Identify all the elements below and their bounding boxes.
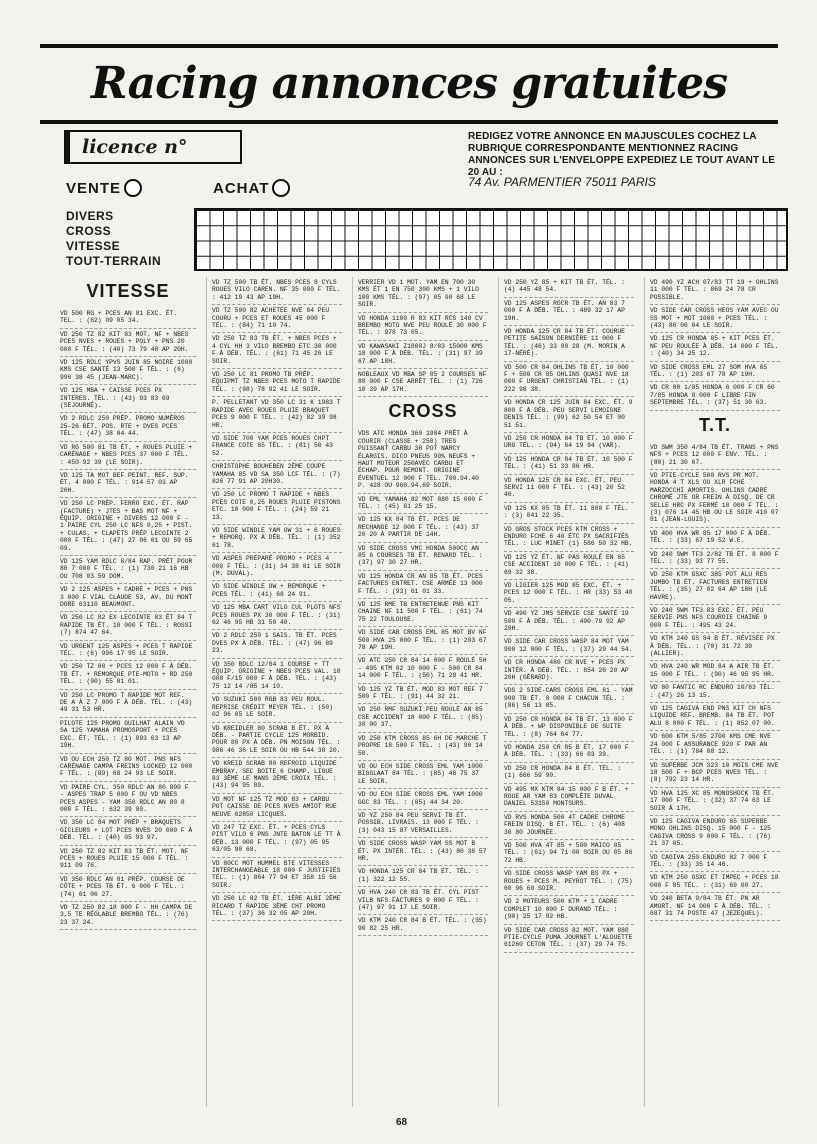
page-number: 68: [396, 1117, 408, 1128]
classified-ad: VD CAGIVA 250 ENDURO 82 7 000 F TÉL. : (33) 35 14 46.: [650, 852, 780, 873]
column-4: [498, 277, 634, 1107]
classified-ad: VD HONDA 125 CR 84 EXC. ÉT. PEU SERVI 11 000 F TÉL. : (43) 20 52 46.: [504, 475, 634, 503]
classified-ad: VD 250 LC PRÉP. FERRO EXC. ÉT. RAP (FACTURE) + JTES + BAS MOT NF + ÉQUIP. ORIGINE + DIVERS 12 000 F - 1 PAIRE CYL 250 LC NFS 0,25 + PIST. + CULAS. + CLAPETS PRÉP LECOINTE 2 000 F TÉL. : (47) 27 06 01 OU 59 65 09.: [60, 498, 196, 556]
classified-ad: VD 125 YAM RDLC 8/84 RAP. PRÉT POUR 86 7 000 F TÉL. : (1) 730 21 16 HB OU 708 03 59 DOM.: [60, 556, 196, 584]
classified-ad: VD 247 TZ EXC. ÉT. + PCES CYLS PIST VILO 6 PNS JNTE BATON LE TT À DÉB. 13 000 F TÉL. : (97) 05 95 63/05 90 68.: [212, 822, 342, 858]
classified-ad: VD 250 LC PROMO T RAPIDE + NBES PCES COTE 0,25 ROUES PLUIE PISTONS ETC. 10 000 F TÉL. : (24) 59 21 13.: [212, 489, 342, 525]
category-vitesse[interactable]: VITESSE: [66, 239, 121, 253]
classified-ad: VD OU ECH SIDE CROSS EML YAM 1000 BIGGLAAT 84 TÉL. : (85) 48 75 37 LE SOIR.: [358, 761, 488, 789]
classified-ad: VD 125 KX 84 TB ÉT. PCES DE RECHANGE 12 000 F TÉL. : (43) 37 20 20 À PARTIR DE 14H.: [358, 514, 488, 542]
classified-ad: VDS ATC HONDA 360 1984 PRÊT À COURIR (CLASSE + 250) TRES PUISSANT CARBU 38 POT NARCY ÉLARGIS. DICO PNEUS 90% NEUFS + HAUT MOTEUR 250AVEC CARBU ET ÉCHAP. POUR REMONT. ORIGINE ÉVENTUEL 12 000 F TÉL. 700.94.40 P. 428 OU 960.94.69 SOIR.: [358, 428, 488, 493]
achat-checkbox[interactable]: [213, 179, 290, 197]
classified-ad: VD 250 RMF SUZUKI PEU ROULÉ AN 85 CSE ACCIDENT 18 000 F TÉL. : (85) 30 00 37.: [358, 704, 488, 732]
section-title-tt: T.T.: [698, 414, 731, 435]
ad-entry-grid[interactable]: [194, 208, 788, 271]
classified-ad: VD 250 LC 82 TB ÉT. 1ÈRE ALBI 2ÈME RICARD T RAPIDE 3ÈME CHT PROMO TÉL. : (37) 36 32 05 AP 20H.: [212, 893, 342, 921]
classified-ad: VD HONDA CR 125 JUIN 84 EXC. ÉT. 9 800 F À DÉB. PEU SERVI LEMOIGNE DENIS TÉL. : (99) 62 50 54 ET 00 51 51.: [504, 397, 634, 433]
classified-ad: VD 250 LC PROMO T RAPIDE MOT REF. DE A À Z 7 000 F À DÉB. TÉL. : (43) 49 31 53 HR.: [60, 690, 196, 718]
classified-ad: VD YZ 250 84 PEU SERVI TB ÉT. POSSIB. LIVRAIS. 13 000 F TÉL. : (3) 043 15 87 VERSAILLES.: [358, 810, 488, 838]
classified-ad: VD 2 RDLC 250 1 SAIS. TB ÉT. PCES DVES PX À DÉB. TÉL. : (47) 96 89 23.: [212, 630, 342, 658]
vente-checkbox[interactable]: [66, 179, 142, 197]
section-title-cross: CROSS: [388, 401, 458, 422]
classified-ad: VD 125 YZ ÉT. NF PAS ROULÉ EN 85 CSE ACCIDENT 10 000 F TÉL. : (41) 69 32 38.: [504, 552, 634, 580]
classified-ad: VD KTM 240 CR 84 B ÉT. TÉL. : (35) 90 82 25 HR.: [358, 915, 488, 936]
classified-ad: VD 125 ASPES RGCR TB ÉT. AN 83 7 000 F À DÉB. TÉL. : 489 32 17 AP 19H.: [504, 298, 634, 326]
classified-ad: VD 240 SWM TF3 83 EXC. ÉT. PEU SERVIE PNS NFS COUROIE CHAINE 9 000 F TÉL. : 495 43 24.: [650, 605, 780, 633]
instructions-text: REDIGEZ VOTRE ANNONCE EN MAJUSCULES COCHEZ LA RUBRIQUE CORRESPONDANTE MENTIONNEZ RACING ANNONCES SUR L'ENVELOPPE EXPEDIEZ LE TOUT AVANT LE 20 AU :: [468, 131, 776, 178]
classified-ad: VD 125 HONDA CR AN 85 TB ÉT. PCES FACTURES ENTRET. CSE ARMÉE 13 000 F TÉL. : (93) 61 01 33.: [358, 571, 488, 599]
classified-ad: VD SWM 350 4/84 TB ÉT. TRANS + PNS NFS + PCES 12 000 F ENV. TÉL. : (80) 21 30 67.: [650, 442, 780, 470]
classified-ad: VERRIER VD 1 MOT. YAM EN 700 30 KMS ÉT 1 EN 750 300 KMS + 1 VILO 100 KMS TÉL. : (97) 05 90 68 LE SOIR.: [358, 277, 488, 313]
classified-ad: VD HONDA 125 CR 84 TB ÉT. COURUE PETITE SAISON DERNIÈRE 11 000 F TÉL. : (46) 33 00 28 (M. MORIN A 17-NÉRÉ).: [504, 326, 634, 362]
column-2: [206, 277, 342, 1107]
classified-ad: VD 400 HVA WR 85 17 000 F À DÉB. TÉL. : (33) 67 19 52 W.E.: [650, 528, 780, 549]
classified-ad: VD KTM 240 GS 84 B ÉT. RÉVISÉE PX À DÉB. TÉL. : (70) 31 72 39 (ALLIER).: [650, 633, 780, 661]
classified-ad: VD 250 CR HONDA 84 TB ÉT. 10 000 F URG TÉL. : (94) 64 19 94 (VAR).: [504, 433, 634, 454]
classified-ad: VD PTIE-CYCLE 500 RVS PR MOT. HONDA 4 T XLS OU XLR FCHE MARZOCCHI AMORTIS. OHLINS CADRE CHROMÉ JTE OR FREIN À DISQ. DE CR SELLE HRC PX FERMÉ 10 000 F TÉL. : (3) 076 14 45 HB OU LE SOIR 410 07 81 (JEAN-LOUIS).: [650, 470, 780, 528]
classified-ad: VD 250 LC 82 EX LECOINTE 83 ÉT 84 T RAPIDE TB ÉT. 10 000 F TÉL. : ROSSI (7) 874 47 64.: [60, 612, 196, 640]
classified-ad: VD KAWASAKI Z1000J 8/83 15000 KMS 18 000 F À DÉB. TÉL. : (31) 97 39 67 AP 18H.: [358, 341, 488, 369]
header-title: Racing annonces gratuites: [91, 58, 727, 109]
category-tout-terrain[interactable]: TOUT-TERRAIN: [66, 254, 162, 268]
classified-ad: VD HONDA 250 CR 85 B ÉT. 17 000 F À DÉB. TÉL. : (33) 66 03 39.: [504, 742, 634, 763]
classified-ad: VD 125 HONDA CR 84 TB ÉT. 10 500 F TÉL. : (41) 51 33 86 HR.: [504, 454, 634, 475]
classified-ad: VD 250 TZ 80 + PCES 12 000 F À DÉB. TB ÉT. + REMORQUE PTE-MOTO + RD 250 TÉL. : (90) 55 81 01.: [60, 661, 196, 689]
classified-ad: VD 500 RG + PCES AN 81 EXC. ÉT. TEL. : (62) 09 05 34.: [60, 308, 196, 329]
classified-ad: VD SIDE CAR CROSS EML 85 MOT BV NF 500 HVA 25 000 F TÉL. : (1) 203 67 78 AP 19H.: [358, 627, 488, 655]
classified-ad: VD 125 CAGIVA ENDURO 85 SUPERBE MONO OHLINS DISQ. 15 000 F - 125 CAGIVA CROSS 9 000 F TÉL. : (76) 21 37 05.: [650, 816, 780, 852]
classified-ad: VD HVA 240 CR 83 TB ÉT. CYL PIST VILB NFS FACTURES 9 800 F TÉL. : (47) 97 91 17 LE SOIR.: [358, 887, 488, 915]
classified-ad: VD SUPERBE JCM 323 10 MOIS CME NVE 18 500 F + BCP PCES NVES TÉL. : (8) 792 23 14 HR.: [650, 760, 780, 788]
classified-ad: VD 125 RDLC YPVS JUIN 85 NOIRE 1000 KMS CSE SANTÉ 13 500 F TÉL. : (6) 996 38 45 (JEAN-MARC).: [60, 357, 196, 385]
classified-ad: VD TZ 250 82 18 000 F - HH CAMPA DE 3,5 TE RÉGLABLE BREMBO TÉL. : (76) 23 37 24.: [60, 902, 196, 930]
classified-ad: VD KREID SCRAB 80 REFROID LIQUIDE EMBRAY. SEC BOITE 6 CHAMP. LIGUE 83 3ÈME LE MANS 2ÈME CROIX TÉL. : (43) 94 95 89.: [212, 758, 342, 794]
classified-ad: VD 125 CR HONDA 85 + KIT PCES ÉT. NF PEU ROULÉE À DÉB. 14 000 F TÉL. : (40) 34 25 12.: [650, 333, 780, 361]
classified-ad: VD 495 MX KTM 84 15 000 F B ÉT. + ROUE AR YAM 83 COMPLÈTE DUVAL DANIEL 53150 MONTSURS.: [504, 784, 634, 812]
classified-ad: VD SIDE CAR CROSS WASP 84 MOT YAM 900 12 000 F TÉL. : (37) 29 44 54.: [504, 636, 634, 657]
classified-ad: VD MOT NF 125 TZ MOD 83 + CARBU POT CAISSE DE PCES NVES AMIOT RUE NEUVE 62850 LICQUES.: [212, 794, 342, 822]
classified-ad: VD 490 YZ JMS SERVIE CSE SANTÉ 19 500 F À DÉB. TÉL. : 490 79 92 AP 20H.: [504, 608, 634, 636]
classified-ad: VD GROS STOCK PCES KTM CROSS + ENDURO FCHE 6 40 ÉTC PX SACRIFIÉS TÉL. : LUC MINET (1) 586 50 32 HB.: [504, 524, 634, 552]
classified-ad: VD LIGIER 125 MOD 85 EXC. ÉT. + PCES 12 000 F TÉL. : HR (33) 53 40 05.: [504, 580, 634, 608]
classified-ad: VD SIDE 700 YAM PCES ROUES CHPT FRANCE COTE 85 TÉL. : (81) 50 43 52.: [212, 433, 342, 461]
classifieds-columns: [60, 277, 790, 1107]
classified-ad: VD HONDA 1100 R 83 KIT RCS 140 CV BREMBO MOTO NVE PEU ROULÉ 30 000 F TÉL. : 978 73 05.: [358, 313, 488, 341]
classified-ad: VD 350 RDLC 12/84 1 COURSE + TT ÉQUIP. ORIGINE + NBES PCES VAL. 10 000 F/15 000 F À DÉB. TÉL. : (43) 75 12 14 /85 14 10.: [212, 659, 342, 695]
achat-label: ACHAT: [213, 179, 270, 197]
classified-ad: VD 250 CR HONDA 84 TB ÉT. 13 000 F À DÉB. + WP DISPONIBLE DE SUITE TÉL. : (8) 764 64 77.: [504, 714, 634, 742]
classified-ad: VD 250 LC 81 PROMO TB PRÉP. ÉQUIPMT TZ NBES PCES MOTO T RAPIDE TÉL. : (98) 78 92 41 LE SOIR.: [212, 369, 342, 397]
classified-ad: VD 125 TA MOT BEF PEINT. REF. SUP. ÉT. 4 000 F TÉL. : 914 57 03 AP 20H.: [60, 470, 196, 498]
classified-ad: VD TZ 500 TB ÉT. NBES PCES 8 CYLS ROUES VILO CAREN. NF 35 000 F TÉL. : 412 19 43 AP 19H.: [212, 277, 342, 305]
classified-ad: VD 80CC MOT HUMMEL BTE VITESSES INTERCHANGEABLE 18 000 F JUSTIFIÉS TÉL. : (1) 864 77 94 ET 358 15 56 SOIR.: [212, 858, 342, 894]
classified-ad: VD SIDE CAR CROSS 82 MOT. YAM 880 PTIE-CYCLE PUMA JOURNET L'ALOUETTE 61260 CETON TÉL. : (37) 29 74 75.: [504, 925, 634, 953]
classified-ad: VD EML YAMAHA 82 MOT 880 15 000 F TÉL. : (45) 61 25 15.: [358, 494, 488, 515]
classified-ad: VD 490 YZ ACH 07/83 TT 19 + OHLINS 11 000 F TÉL. : 869 24 78 CR POSSIBLE.: [650, 277, 780, 305]
achat-circle[interactable]: [272, 179, 290, 197]
classified-ad: VD OU ECH SIDE CROSS EML YAM 1000 GGC 83 TÉL. : (85) 44 34 20.: [358, 789, 488, 810]
classified-ad: VD ATC 250 CR 84 14 000 F ROULÉ 5H - 495 KTM 82 10 000 F - 500 CR 84 14 000 F TÉL. : (50) 71 28 41 HR.: [358, 655, 488, 683]
classified-ad: VD URGENT 125 ASPES + PCES T RAPIDE TÉL. : (6) 996 17 95 LE SOIR.: [60, 641, 196, 662]
classified-ad: VDS 2 SIDE-CARS CROSS EML 81 - YAM 900 TB ÉT. 8 000 F CHACUN TÉL. : (86) 56 13 85.: [504, 685, 634, 713]
classified-ad: VD 350 RDLC AN 81 PRÉP. COURSE DE CÔTE + PCES TB ÉT. 6 000 F TÉL. : (74) 61 06 27.: [60, 874, 196, 902]
classified-ad: VD RG 500 81 TB ÉT. + ROUES PLUIE + CARÉNAGE + NBES PCES 37 000 F TÉL. : 450 92 39 (LE SOIR).: [60, 442, 196, 470]
column-5: [644, 277, 780, 1107]
classified-ad: VD 250 KTM GSXC 385 POT ALU RES JUMBO TB ÉT. FACTURES ENTRETIEN TÉL. : (35) 27 02 64 AP 18H (LE HAVRE).: [650, 569, 780, 605]
classified-ad: VD SIDE CROSS WASP YAM SS MOT B ÉT. PX INTÉR. TÉL. : (43) 80 38 57 HR.: [358, 838, 488, 866]
classified-ad: VD CR HONDA 480 CR NVE + PCES PX INTÉR. À DÉB. TÉL. : 654 26 20 AP 20H (GÉRARD).: [504, 657, 634, 685]
classified-ad: VD 125 YZ TB ÉT. MOD 83 MOT REF 7 500 F TÉL. : (91) 44 32 21.: [358, 684, 488, 705]
classified-ad: VD PAIRE CYL. 350 RDLC AN 80 800 F - ASPES TRAP 5 000 F OU VD NBES PCES ASPES - YAM 350 RDLC AN 80 8 000 F TÉL. : 632 39 80.: [60, 782, 196, 818]
classified-ad: VD 250 CR HONDA 84 B ÉT. TÉL. : (1) 666 59 90.: [504, 763, 634, 784]
classified-ad: VD 240 BETA 9/84 TB ÉT. PN AR AMORT. NF 14 000 F À DÉB. TÉL. : 687 31 74 POSTE 47 (JEZEQUEL).: [650, 893, 780, 921]
classified-ad: VD SIDE CAR CROSS HEOS YAM AVEC OU SS MOT + MOT 1000 + PCES TÉL. : (43) 86 06 04 LE SOIR.: [650, 305, 780, 333]
classified-ad: NOBLEAUX VD MBA SP 85 2 COURSES NF 80 000 F CSE ARRÊT TÉL. : (1) 726 10 39 AP 17H.: [358, 369, 488, 397]
classified-ad: VD SIDE WINDLE YAM OW 31 + 6 ROUES + REMORQ. PX À DÉB. TÉL. : (1) 352 61 78.: [212, 525, 342, 553]
classified-ad: VD 2 RDLC 250 PRÉP. PROMO NUMÉROS 25-26 BÉT. POS. RTE + DVES PCES TÉL. : (47) 38 04 44.: [60, 413, 196, 441]
classified-ad: VD TZ 500 82 ACHETÉE NVE 84 PEU COURU + PCES ET ROUES 45 000 F TÉL. : (84) 71 10 74.: [212, 305, 342, 333]
classified-ad: VD 250 TZ 82 KIT 83 MOT. NF + NBES PCES NVES + ROUES + POLY + PNS 20 000 F TÉL. : (40) 73 79 48 AP 20H.: [60, 329, 196, 357]
classified-ad: CHRISTOPHE BOUHEBEN 2ÈME COUPE YAMAHA 85 VD SA 350 LCF TÉL. : (7) 826 77 91 AP 20H30.: [212, 461, 342, 489]
classified-ad: VD SUZUKI 500 RGB 83 PEU ROUL. REPRISE CRÉDIT MEYER TÉL. : (50) 02 96 05 LE SOIR.: [212, 694, 342, 722]
classified-ad: VD 80 FANTIC RC ENDURO 10/83 TÉL. : (47) 26 13 15.: [650, 682, 780, 703]
column-1: [60, 277, 196, 1107]
classified-ad: VD 250 KTM CROSS 85 6H DE MARCHE T PROPRE 18 500 F TÉL. : (43) 90 14 50.: [358, 733, 488, 761]
vente-circle[interactable]: [124, 179, 142, 197]
licence-field[interactable]: licence n°: [64, 130, 242, 164]
classified-ad: VD 250 TZ 83 TB ÉT. + NBES PCES + 4 CYL HH 3 VILO BREMBO ETC 30 000 F À DÉB. TÉL. : (61) 71 45 26 LE SOIR.: [212, 333, 342, 369]
classified-ad: VD 500 HVA 4T 85 + 500 MAICO 85 TÉL. : (61) 94 71 00 SOIR OU 05 86 72 HB.: [504, 840, 634, 868]
category-divers[interactable]: DIVERS: [66, 209, 114, 223]
classified-ad: VD 125 MBA + CAISSE PCES PX INTERES. TÉL. : (43) 93 83 69 (SEJOURNÉ).: [60, 385, 196, 413]
classified-ad: VD 250 TZ 82 KIT 83 TB ÉT. MOT. NF PCES + ROUES PLUIE 15 000 F TÉL. : 911 09 76.: [60, 846, 196, 874]
classified-ad: VD SIDE CROSS EML 27 SOM HVA 85 TÉL. : (1) 203 67 78 AP 19H.: [650, 362, 780, 383]
classified-ad: VD 125 CAGIVA END PNS KIT CH NFS LIQUIDE REF. BREMB. 84 TB ÉT. POT ALU 8 000 F TÉL. : (1) 852 07 00.: [650, 703, 780, 731]
category-list: [66, 209, 161, 269]
classified-ad: VD 600 KTM 5/85 2700 KMS CME NVE 24 000 F ASSURANCE 920 F PAR AN TÉL. : (1) 784 08 12.: [650, 731, 780, 759]
classified-ad: VD SIDE CROSS WASP YAM BS PX + ROUES + PCES M. PEYROT TÉL. : (75) 60 96 60 SOIR.: [504, 868, 634, 896]
classified-ad: VD 250 YZ 85 + KIT TB ÉT. TÉL. : (4) 445 48 54.: [504, 277, 634, 298]
classified-ad: VD 350 LC 84 MOT PRÉP + BRAQUETS GICLEURS + LOT PCES NVES 20 000 F À DÉB. TÉL. : (40) 05 93 97.: [60, 817, 196, 845]
classified-ad: PILOTE 125 PROMO GUILHAT ALAIN VD SA 125 YAMAHA PROMOSPORT + PCES EXC. ÉT. TÉL. : (1) 893 63 13 AP 19H.: [60, 718, 196, 754]
classified-ad: VD HONDA 125 CR 84 TB ÉT. TÉL. : (1) 322 12 55.: [358, 866, 488, 887]
classified-ad: VD 500 CR 84 OHLINS TB ÉT. 10 000 F + 500 CR 85 OHLINS QUASI NVE 18 000 F URGENT CHRISTIAN TÉL. : (1) 222 98 38.: [504, 362, 634, 398]
classified-ad: P. PELLETANT VD 350 LC 31 K 1983 T RAPIDE AVEC ROUES PLUIE BRAQUET PCES 9 000 F TÉL. : (42) 82 39 98 HR.: [212, 397, 342, 433]
classified-ad: VD ASPES PRÉPARÉ PROMO + PCES 4 000 F TÉL. : (31) 34 38 81 LE SOIR (M. DUVAL).: [212, 553, 342, 581]
header-banner: [40, 44, 778, 124]
classified-ad: VD KTM 250 GSXC ET IMPEC + PCES 18 000 F 85 TÉL. : (31) 69 00 27.: [650, 872, 780, 893]
classified-ad: VD 240 SWM TF3 2/82 TB ÉT. 8 000 F TÉL. : (33) 93 77 55.: [650, 549, 780, 570]
classified-ad: VD 125 RME TB ENTRETENUE PNS KIT CHAINE NF 11 500 F TÉL. : (61) 74 75 22 TOULOUSE.: [358, 599, 488, 627]
classified-ad: VD 2 125 ASPES + CADRE + PCES + PNS 3 000 F VIAL CLAUDE 53, AV. DU MONT DORE 63110 BEAUMONT.: [60, 584, 196, 612]
address-text: 74 Av. PARMENTIER 75011 PARIS: [468, 175, 656, 189]
vente-label: VENTE: [66, 179, 122, 197]
classified-ad: VD OU ECH 250 TZ 80 MOT. PNS NFS CARÉNAGE CAMPA FREINS LOCKED 12 000 F TÉL. : (89) 68 24 93 LE SOIR.: [60, 754, 196, 782]
classified-ad: VD 125 MBA CART VILO CUL PLOTS NFS PCES ROUES PX 30 000 F TÉL. : (31) 62 46 95 HB 31 50 40.: [212, 602, 342, 630]
column-3: [352, 277, 488, 1107]
classified-ad: VD 2 MOTEURS 500 KTM + 1 CADRE COMPLET 10 000 F DURAND TÉL. : (90) 25 17 92 HB.: [504, 896, 634, 924]
classified-ad: VD SIDE CROSS VMC HONDA 500CC AN 85 6 COURSES TB ÉT. RENARD TÉL. : (37) 97 30 27 HR.: [358, 543, 488, 571]
section-title-vitesse: VITESSE: [86, 281, 170, 301]
classified-ad: VD CR 80 1/85 HONDA 6 000 F CR 60 7/85 HONDA 8 000 F LIBRE FIN SEPTEMBRE TÉL. : (37) 51 30 63.: [650, 382, 780, 410]
classified-ad: VD RVS HONDA 500 4T CADRE CHROME FREIN DISQ. B ÉT. TÉL. : (6) 408 30 80 JOURNÉE.: [504, 812, 634, 840]
classified-ad: VD HVA 240 WR MOD 84 A AIR TB ÉT. 15 000 F TÉL. : (90) 46 95 95 HR.: [650, 661, 780, 682]
classified-ad: VD SIDE WINDLE OW + REMORQUE + PCES TÉL. : (41) 68 24 91.: [212, 581, 342, 602]
category-cross[interactable]: CROSS: [66, 224, 112, 238]
classified-ad: VD 125 KX 85 TB ÉT. 11 800 F TÉL. : (3) 041 22 35.: [504, 503, 634, 524]
classified-ad: VD HVA 125 XC 85 MONOSHOCK TB ÉT. 17 000 F TÉL. : (32) 37 74 63 LE SOIR À 17H.: [650, 788, 780, 816]
classified-ad: VD KREIDLER 80 SCRAB B ÉT. PX À DÉB. - PARTIE CYCLE 125 MORBID. POUR 80 PX À DÉB. PN MOISON TÉL. : 986 46 36 LE SOIR OU HB 544 38 20.: [212, 723, 342, 759]
